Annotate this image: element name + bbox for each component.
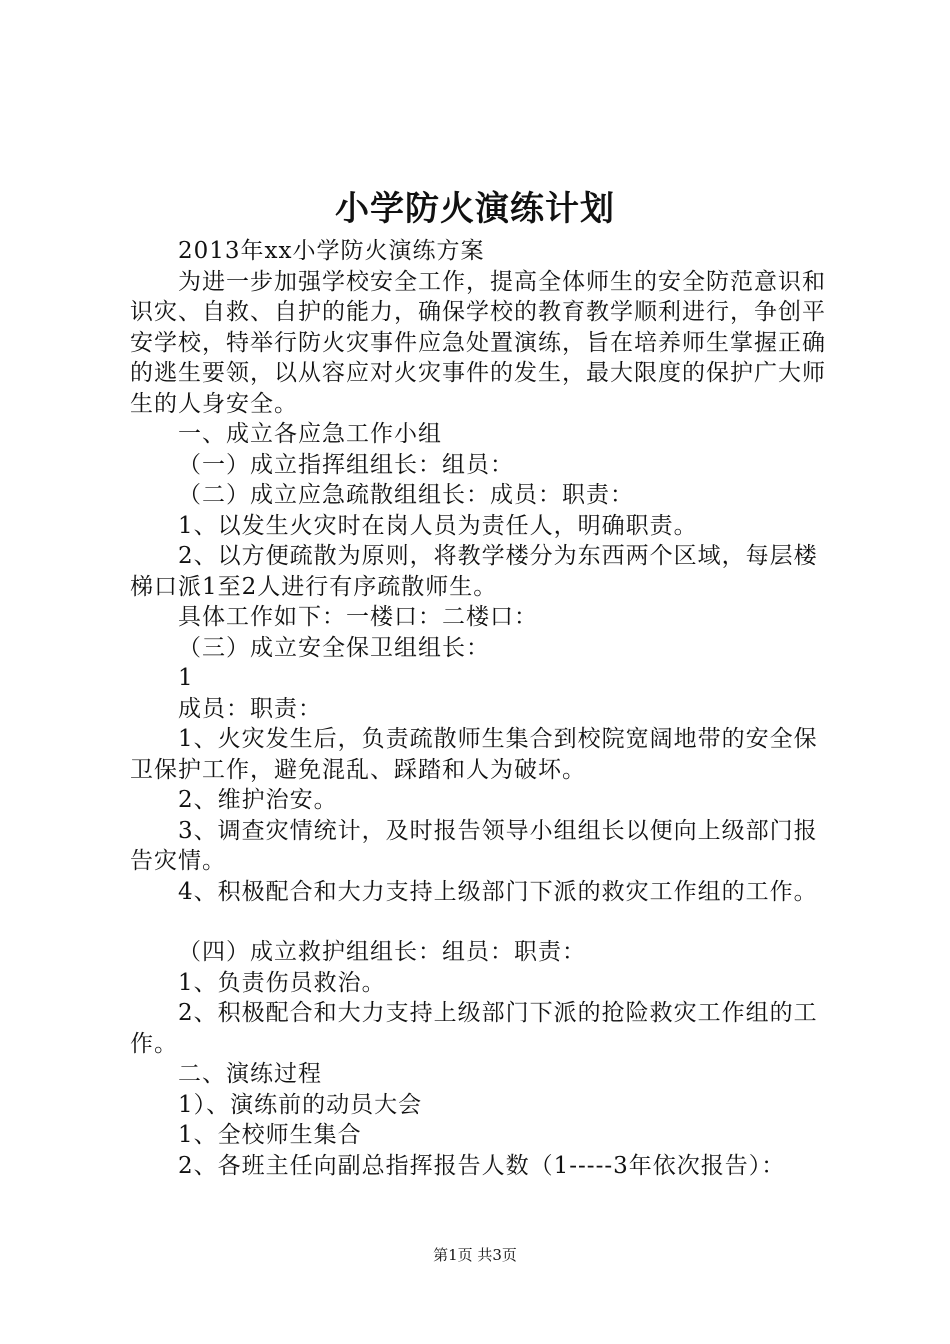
paragraph: 2、以方便疏散为原则，将教学楼分为东西两个区域，每层楼梯口派1至2人进行有序疏散师生。 [130,543,818,600]
paragraph: 1）、演练前的动员大会 [178,1091,423,1118]
paragraph: 2、积极配合和大力支持上级部门下派的抢险救灾工作组的工作。 [130,1000,818,1057]
paragraph: 1、全校师生集合 [178,1122,362,1148]
paragraph: （四）成立救护组组长：组员：职责： [178,939,586,965]
paragraph: （三）成立安全保卫组组长： [178,634,490,661]
paragraph: 具体工作如下：一楼口：二楼口： [178,604,538,630]
paragraph: 3、调查灾情统计，及时报告领导小组组长以便向上级部门报告灾情。 [130,817,818,874]
paragraph: 2、各班主任向副总指挥报告人数（1-----3年依次报告）： [178,1152,786,1179]
paragraph: 二、演练过程 [178,1061,322,1087]
paragraph: （二）成立应急疏散组组长：成员：职责： [178,482,634,508]
paragraph: 成员：职责： [178,695,322,722]
paragraph: 为进一步加强学校安全工作，提高全体师生的安全防范意识和识灾、自救、自护的能力，确保学校的教育教学顺利进行，争创平安学校，特举行防火灾事件应急处置演练，旨在培养师生掌握正确的逃生要领，以从容应对火灾事件的发生，最大限度的保护广大师生的人身安全。 [130,268,826,417]
paragraph: 1、负责伤员救治。 [178,969,386,996]
paragraph: 1、火灾发生后，负责疏散师生集合到校院宽阔地带的安全保卫保护工作，避免混乱、踩踏和人为破坏。 [130,726,818,783]
paragraph: 1、以发生火灾时在岗人员为责任人，明确职责。 [178,512,698,539]
page-footer: 第1页 共3页 [433,1246,517,1264]
paragraph: 2013年xx小学防火演练方案 [178,238,485,264]
paragraph: 1 [178,665,194,691]
document-body [130,236,835,1181]
paragraph: 一、成立各应急工作小组 [178,421,442,447]
document-title: 小学防火演练计划 [335,189,615,229]
paragraph: 4、积极配合和大力支持上级部门下派的救灾工作组的工作。 [178,878,818,905]
paragraph: 2、维护治安。 [178,787,338,813]
paragraph: （一）成立指挥组组长：组员： [178,451,514,478]
